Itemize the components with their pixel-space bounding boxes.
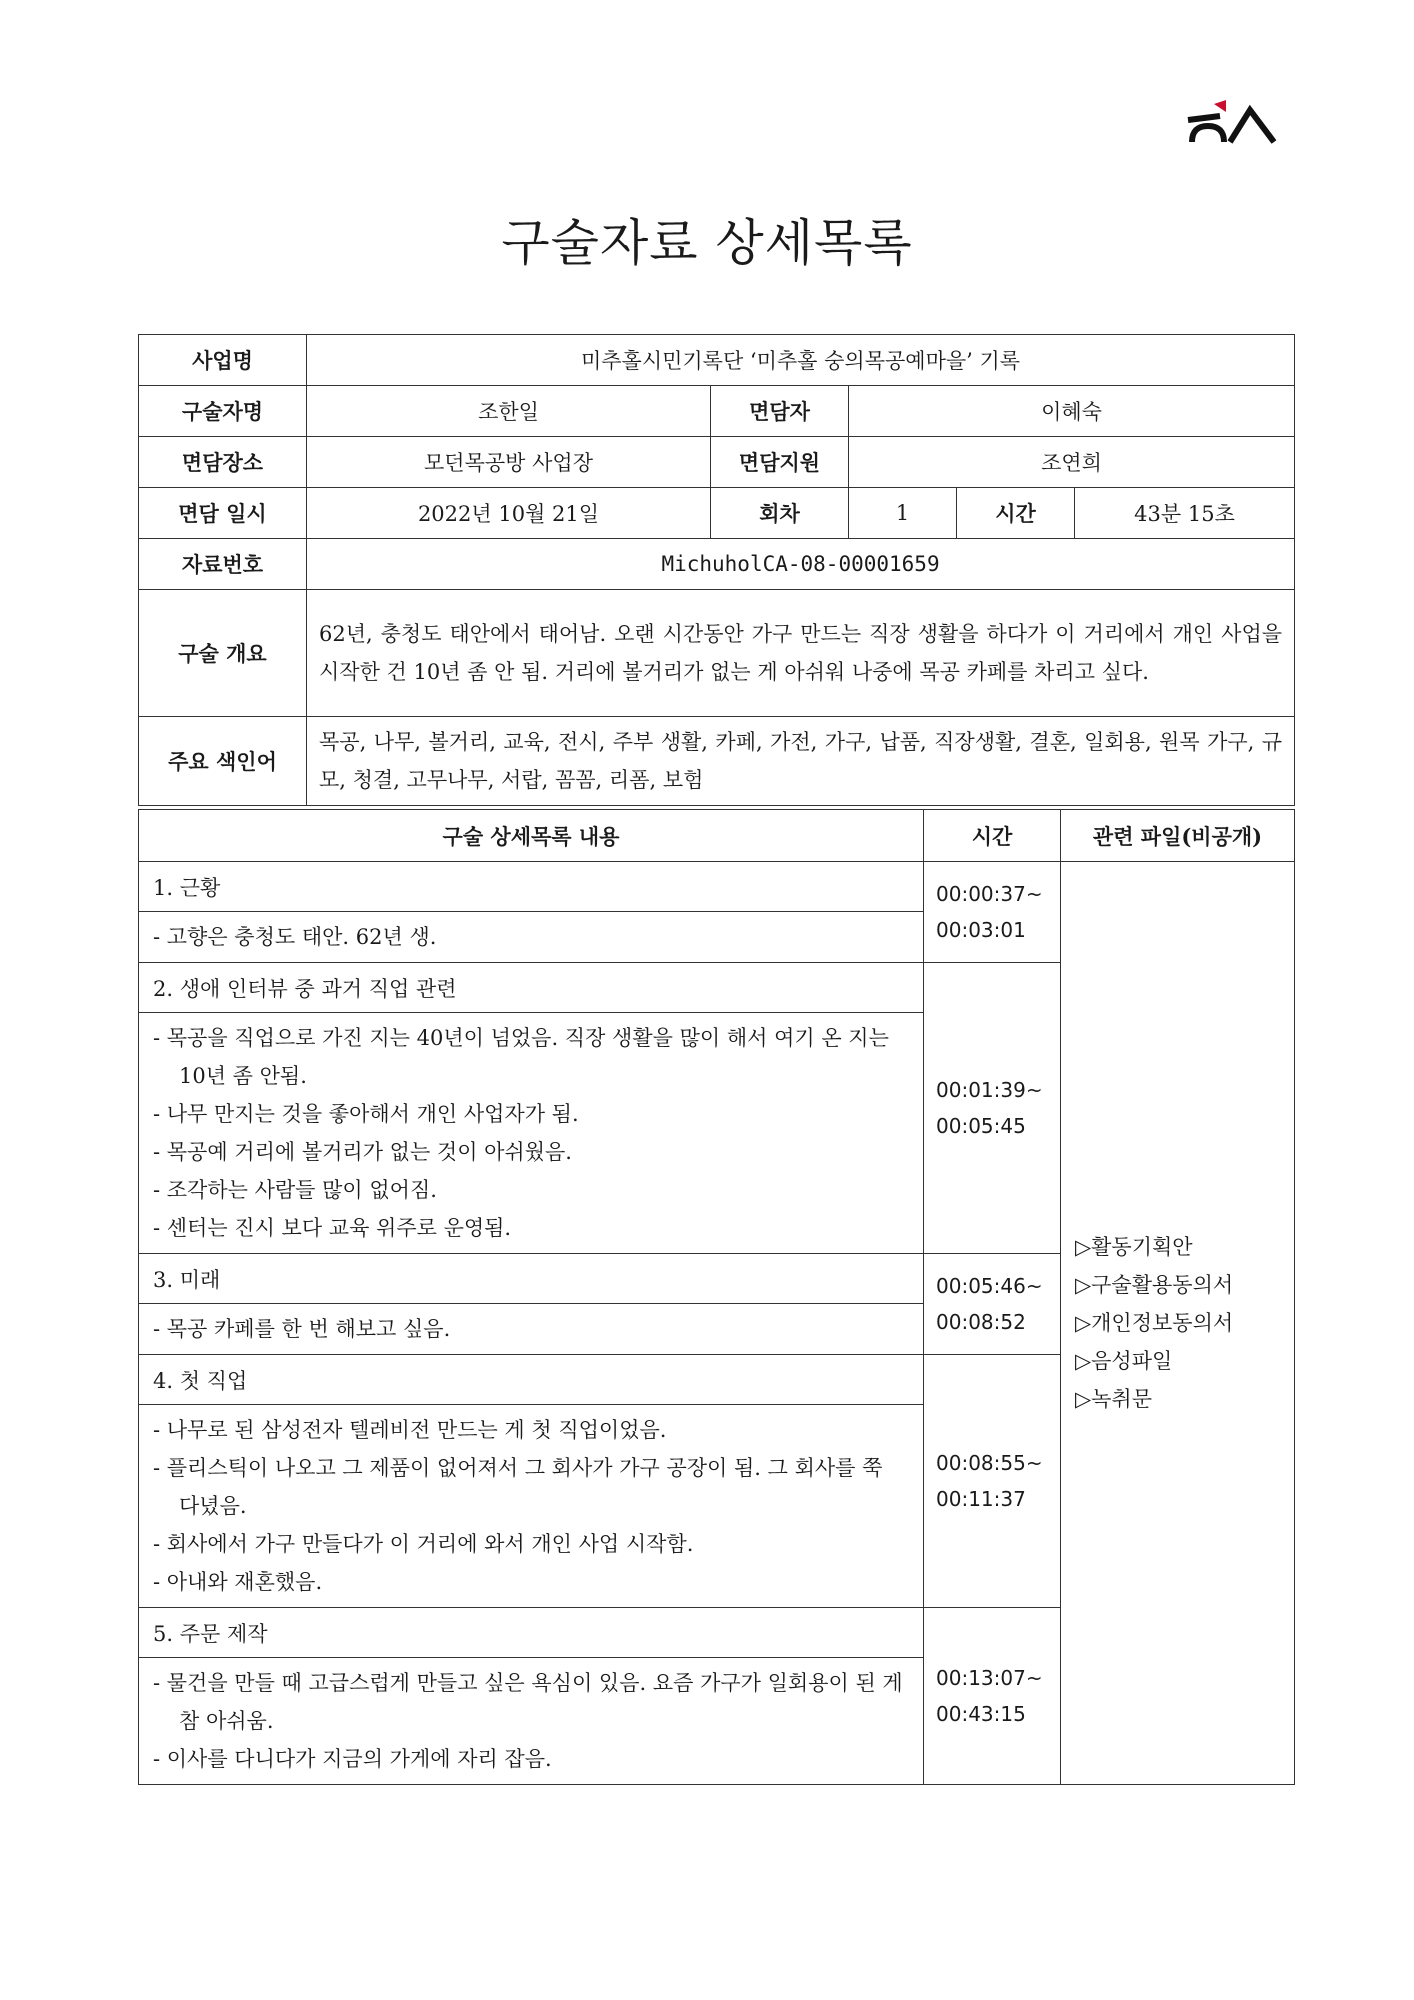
summary-value: 62년, 충청도 태안에서 태어남. 오랜 시간동안 가구 만드는 직장 생활을 하다가 이 거리에서 개인 사업을 시작한 건 10년 좀 안 됨. 거리에 볼거리가 없는 게 아쉬워 나중에 목공 카페를 차리고 싶다. (307, 590, 1295, 717)
time-start: 00:01:39~ (936, 1078, 1043, 1102)
bullet-item: - 센터는 진시 보다 교육 위주로 운영됨. (153, 1216, 512, 1240)
related-files (1061, 862, 1295, 1785)
section-title: 1. 근황 (139, 862, 924, 912)
section-title-row (139, 862, 1295, 912)
time-start: 00:00:37~ (936, 882, 1043, 906)
section-title: 2. 생애 인터뷰 중 과거 직업 관련 (139, 963, 924, 1013)
support-label: 면담지원 (711, 437, 849, 488)
narrator-value: 조한일 (307, 386, 711, 437)
col-files-header: 관련 파일(비공개) (1061, 810, 1295, 862)
time-start: 00:05:46~ (936, 1274, 1043, 1298)
detail-table (138, 809, 1295, 1785)
section-time (924, 1254, 1061, 1355)
section-time (924, 1608, 1061, 1785)
bullet-item: - 고향은 충청도 태안. 62년 생. (153, 925, 437, 949)
row-summary (139, 590, 1295, 717)
keywords-value: 목공, 나무, 볼거리, 교육, 전시, 주부 생활, 카페, 가전, 가구, 납품, 직장생활, 결혼, 일회용, 원목 가구, 규모, 청결, 고무나무, 서랍, 꼼꼼, 리폼, 보험 (307, 717, 1295, 806)
file-item: ▷개인정보동의서 (1075, 1311, 1234, 1335)
file-item: ▷구술활용동의서 (1075, 1273, 1234, 1297)
bullet-item: - 이사를 다니다가 지금의 가게에 자리 잡음. (153, 1747, 552, 1771)
bullet-item: - 목공 카페를 한 번 해보고 싶음. (153, 1317, 451, 1341)
logo-red-accent (1214, 100, 1226, 112)
section-bullets (139, 1304, 924, 1355)
time-start: 00:13:07~ (936, 1666, 1043, 1690)
row-project (139, 335, 1295, 386)
time-start: 00:08:55~ (936, 1451, 1043, 1475)
session-value: 1 (849, 488, 957, 539)
time-end: 00:03:01 (936, 918, 1026, 942)
bullet-item: - 아내와 재혼했음. (153, 1570, 323, 1594)
bullet-item: - 목공을 직업으로 가진 지는 40년이 넘었음. 직장 생활을 많이 해서 여기 온 지는 10년 좀 안됨. (153, 1026, 889, 1088)
file-item: ▷녹취문 (1075, 1387, 1153, 1411)
session-label: 회차 (711, 488, 849, 539)
mca-logo (1186, 100, 1282, 146)
bullet-item: - 플리스틱이 나오고 그 제품이 없어져서 그 회사가 가구 공장이 됨. 그 회사를 쭉 다녔음. (153, 1456, 883, 1518)
place-label: 면담장소 (139, 437, 307, 488)
file-item: ▷활동기획안 (1075, 1235, 1193, 1259)
detail-header-row (139, 810, 1295, 862)
id-value: MichuholCA-08-00001659 (307, 539, 1295, 590)
id-label: 자료번호 (139, 539, 307, 590)
date-label: 면담 일시 (139, 488, 307, 539)
support-value: 조연희 (849, 437, 1295, 488)
section-bullets (139, 1013, 924, 1254)
row-id (139, 539, 1295, 590)
date-value: 2022년 10월 21일 (307, 488, 711, 539)
section-title: 3. 미래 (139, 1254, 924, 1304)
bullet-item: - 회사에서 가구 만들다가 이 거리에 와서 개인 사업 시작함. (153, 1532, 694, 1556)
section-title: 5. 주문 제작 (139, 1608, 924, 1658)
row-keywords (139, 717, 1295, 806)
row-place (139, 437, 1295, 488)
interviewer-value: 이혜숙 (849, 386, 1295, 437)
info-table (138, 334, 1295, 806)
project-label: 사업명 (139, 335, 307, 386)
logo-letter-c (1192, 126, 1224, 142)
logo-stroke-top (1188, 116, 1220, 120)
project-value: 미추홀시민기록단 ‘미추홀 숭의목공예마을’ 기록 (307, 335, 1295, 386)
section-bullets (139, 1405, 924, 1608)
time-end: 00:08:52 (936, 1310, 1026, 1334)
duration-label: 시간 (957, 488, 1075, 539)
keywords-label: 주요 색인어 (139, 717, 307, 806)
section-bullets (139, 1658, 924, 1785)
time-end: 00:43:15 (936, 1702, 1026, 1726)
duration-value: 43분 15초 (1075, 488, 1295, 539)
place-value: 모던목공방 사업장 (307, 437, 711, 488)
col-content-header: 구술 상세목록 내용 (139, 810, 924, 862)
section-time (924, 1355, 1061, 1608)
col-time-header: 시간 (924, 810, 1061, 862)
bullet-item: - 목공예 거리에 볼거리가 없는 것이 아쉬웠음. (153, 1140, 572, 1164)
section-bullets (139, 912, 924, 963)
time-end: 00:05:45 (936, 1114, 1026, 1138)
section-time (924, 963, 1061, 1254)
bullet-item: - 조각하는 사람들 많이 없어짐. (153, 1178, 437, 1202)
section-title: 4. 첫 직업 (139, 1355, 924, 1405)
row-narrator (139, 386, 1295, 437)
summary-label: 구술 개요 (139, 590, 307, 717)
page-title: 구술자료 상세목록 (501, 214, 913, 272)
section-time (924, 862, 1061, 963)
time-end: 00:11:37 (936, 1487, 1026, 1511)
bullet-item: - 나무 만지는 것을 좋아해서 개인 사업자가 됨. (153, 1102, 579, 1126)
narrator-label: 구술자명 (139, 386, 307, 437)
row-date (139, 488, 1295, 539)
file-item: ▷음성파일 (1075, 1349, 1173, 1373)
interviewer-label: 면담자 (711, 386, 849, 437)
logo-letter-a (1230, 110, 1274, 142)
bullet-item: - 나무로 된 삼성전자 텔레비전 만드는 게 첫 직업이었음. (153, 1418, 667, 1442)
bullet-item: - 물건을 만들 때 고급스럽게 만들고 싶은 욕심이 있음. 요즘 가구가 일회용이 된 게 참 아쉬움. (153, 1671, 903, 1733)
